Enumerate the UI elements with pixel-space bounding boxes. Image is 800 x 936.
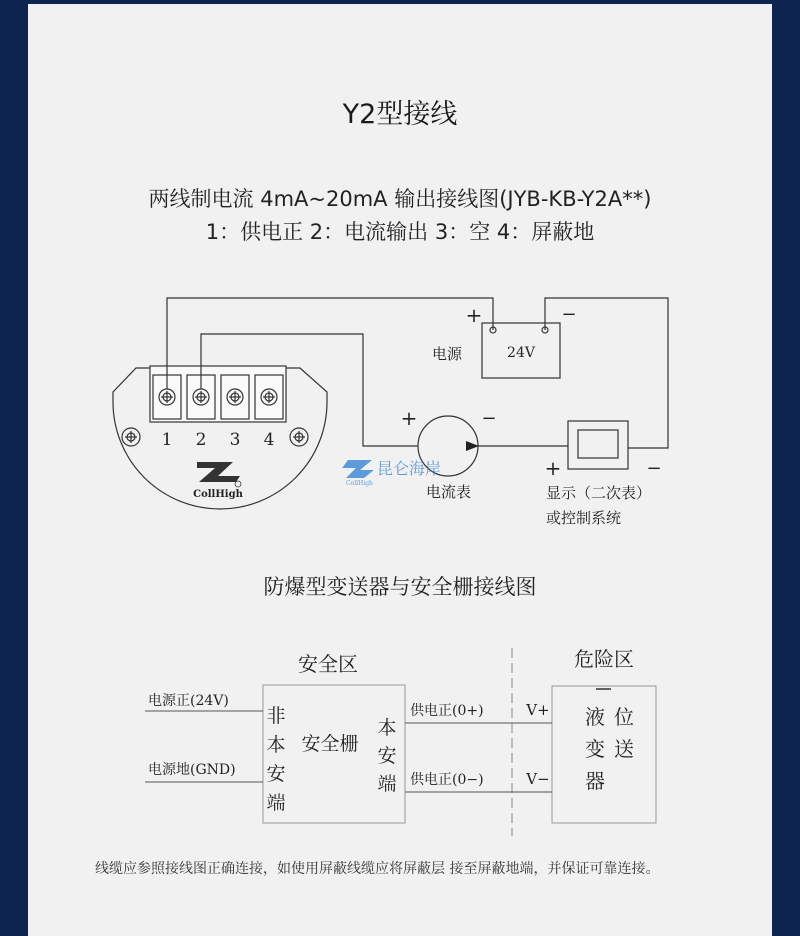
footer-note: 线缆应参照接线图正确连接，如使用屏蔽线缆应将屏蔽层 接至屏蔽地端，并保证可靠连接。 <box>95 861 660 877</box>
display-plus: + <box>544 456 562 480</box>
svg-text:变: 变 <box>585 737 605 761</box>
supply-positive-label: 供电正(0+) <box>410 703 484 719</box>
terminal-3-label: 3 <box>229 430 241 450</box>
barrier-label: 安全栅 <box>301 733 359 755</box>
supply-negative-label: 供电正(0−) <box>410 772 484 788</box>
power-positive-label: 电源正(24V) <box>148 693 229 709</box>
wiring-subtitle: 两线制电流 4mA~20mA 输出接线图(JYB-KB-Y2A**) <box>148 187 652 211</box>
terminal-legend: 1：供电正 2：电流输出 3：空 4：屏蔽地 <box>205 220 595 244</box>
v-minus-label: V− <box>526 770 550 788</box>
display-label-1: 显示（二次表） <box>546 484 652 502</box>
collhigh-logo <box>193 462 243 500</box>
danger-zone-label: 危险区 <box>574 647 634 671</box>
power-plus: + <box>465 303 483 327</box>
svg-text:送: 送 <box>614 737 634 761</box>
display-label-2: 或控制系统 <box>546 509 622 527</box>
ammeter-arrow <box>466 441 479 451</box>
svg-text:CollHigh: CollHigh <box>346 480 373 487</box>
terminal-4-label: 4 <box>263 430 275 450</box>
svg-text:CollHigh: CollHigh <box>193 489 243 500</box>
ammeter-minus: − <box>481 408 497 429</box>
svg-text:端: 端 <box>266 792 286 814</box>
svg-text:安: 安 <box>377 745 397 767</box>
svg-text:位: 位 <box>614 705 634 729</box>
svg-text:本: 本 <box>266 734 286 756</box>
power-value: 24V <box>507 345 535 361</box>
svg-text:昆仑海岸: 昆仑海岸 <box>377 459 442 478</box>
ammeter-plus: + <box>400 406 418 430</box>
svg-text:非: 非 <box>266 705 286 727</box>
barrier-section-title: 防爆型变送器与安全栅接线图 <box>263 575 537 599</box>
power-label: 电源 <box>432 345 463 363</box>
svg-text:端: 端 <box>377 773 397 795</box>
terminal-2-label: 2 <box>195 430 207 450</box>
safe-zone-label: 安全区 <box>298 652 358 676</box>
power-ground-label: 电源地(GND) <box>148 762 236 778</box>
svg-text:本: 本 <box>377 717 397 739</box>
svg-text:器: 器 <box>585 769 605 793</box>
svg-text:安: 安 <box>266 763 286 785</box>
page-title: Y2型接线 <box>342 99 458 130</box>
v-plus-label: V+ <box>526 701 550 719</box>
display-minus: − <box>646 458 662 479</box>
terminal-1-label: 1 <box>161 430 173 450</box>
svg-text:液: 液 <box>585 705 605 729</box>
ammeter-label: 电流表 <box>426 483 472 501</box>
power-minus: − <box>561 304 577 325</box>
